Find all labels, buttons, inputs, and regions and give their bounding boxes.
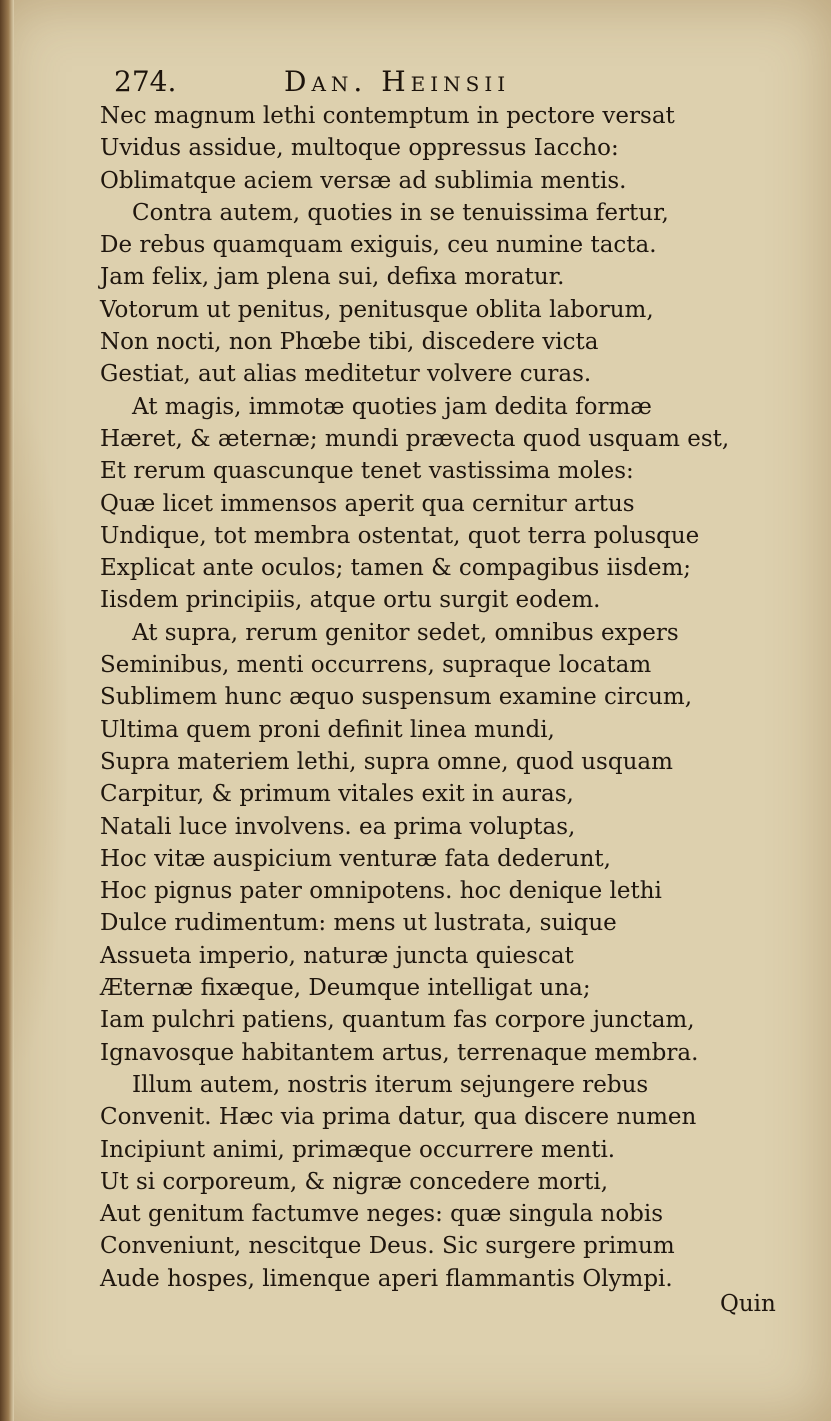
verse-line: Explicat ante oculos; tamen & compagibus iisdem; [100, 555, 692, 582]
verse-line: Oblimatque aciem versæ ad sublimia mentis. [100, 167, 627, 194]
verse-line: At magis, immotæ quoties jam dedita formæ [132, 393, 652, 420]
verse-line: Convenit. Hæc via prima datur, qua discere numen [100, 1104, 697, 1131]
verse-text [100, 100, 790, 1295]
verse-line: Assueta imperio, naturæ juncta quiescat [100, 942, 574, 969]
verse-line: Supra materiem lethi, supra omne, quod usquam [100, 748, 673, 775]
verse-line: Iisdem principiis, atque ortu surgit eodem. [100, 587, 601, 614]
verse-line: Hoc pignus pater omnipotens. hoc denique lethi [100, 878, 662, 905]
verse-line: Dulce rudimentum: mens ut lustrata, suique [100, 910, 617, 937]
verse-line: Ut si corporeum, & nigræ concedere morti, [100, 1168, 608, 1195]
verse-line: Sublimem hunc æquo suspensum examine circum, [100, 684, 693, 711]
verse-line: Non nocti, non Phœbe tibi, discedere victa [100, 329, 599, 356]
verse-line: Undique, tot membra ostentat, quot terra polusque [100, 522, 700, 549]
page-header [108, 62, 748, 102]
verse-line: Et rerum quascunque tenet vastissima moles: [100, 458, 634, 485]
verse-line: At supra, rerum genitor sedet, omnibus expers [132, 619, 679, 646]
verse-line: Hoc vitæ auspicium venturæ fata dederunt, [100, 845, 611, 872]
verse-line: Æternæ fixæque, Deumque intelligat una; [100, 975, 591, 1002]
verse-line: Ignavosque habitantem artus, terrenaque membra. [100, 1039, 699, 1066]
verse-line: Conveniunt, nescitque Deus. Sic surgere primum [100, 1233, 675, 1260]
verse-line: Nec magnum lethi contemptum in pectore versat [100, 103, 675, 129]
verse-line: Seminibus, menti occurrens, supraque locatam [100, 652, 652, 679]
verse-line: Incipiunt animi, primæque occurrere menti. [100, 1136, 616, 1163]
verse-line: Aut genitum factumve neges: quæ singula nobis [100, 1201, 664, 1228]
verse-line: Uvidus assidue, multoque oppressus Iaccho: [100, 135, 619, 162]
verse-line: Illum autem, nostris iterum sejungere rebus [132, 1071, 649, 1098]
verse-line: Hæret, & æternæ; mundi prævecta quod usquam est, [100, 425, 730, 452]
running-head: Dan. Heinsii [284, 65, 511, 98]
catchword: Quin [720, 1291, 776, 1317]
verse-line: Carpitur, & primum vitales exit in auras, [100, 781, 574, 808]
verse-line: De rebus quamquam exiguis, ceu numine tacta. [100, 232, 657, 259]
verse-line: Gestiat, aut alias meditetur volvere curas. [100, 361, 592, 388]
page-number: 274. [114, 65, 177, 98]
verse-line: Natali luce involvens. ea prima voluptas, [100, 813, 576, 840]
verse-line: Aude hospes, limenque aperi flammantis Olympi. [100, 1265, 673, 1292]
verse-line: Contra autem, quoties in se tenuissima fertur, [132, 199, 669, 226]
verse-line: Iam pulchri patiens, quantum fas corpore junctam, [100, 1007, 695, 1034]
verse-line: Votorum ut penitus, penitusque oblita laborum, [100, 296, 654, 323]
paper-stain [10, 380, 70, 1080]
verse-line: Ultima quem proni definit linea mundi, [100, 716, 555, 743]
verse-line: Quæ licet immensos aperit qua cernitur artus [100, 490, 635, 517]
verse-line: Jam felix, jam plena sui, defixa moratur. [100, 264, 565, 291]
